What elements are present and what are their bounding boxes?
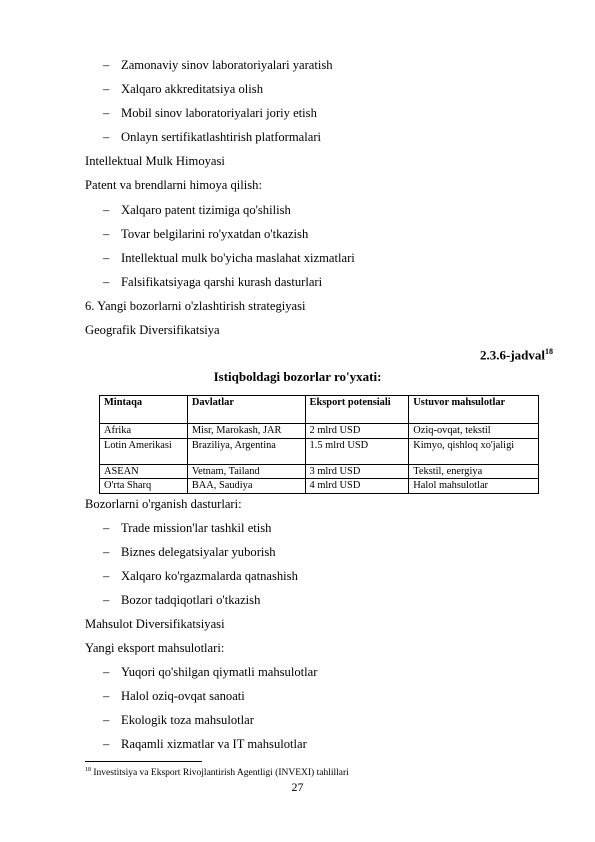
table-number-label: 2.3.6-jadval [480, 347, 545, 363]
paragraph-study-intro: Bozorlarni o'rganish dasturlari: [85, 497, 242, 511]
list-item: Xalqaro akkreditatsiya olish [121, 82, 263, 96]
list-item: Zamonaviy sinov laboratoriyalari yaratish [121, 58, 333, 72]
section-heading-ip: Intellektual Mulk Himoyasi [85, 154, 225, 168]
list-item: Bozor tadqiqotlari o'tkazish [121, 593, 261, 607]
bullet-dash: – [103, 58, 110, 72]
table-row [100, 464, 539, 479]
list-item: Yuqori qo'shilgan qiymatli mahsulotlar [121, 665, 318, 679]
list-item: Biznes delegatsiyalar yuborish [121, 545, 276, 559]
table-cell: BAA, Saudiya [187, 479, 305, 494]
list-item: Trade mission'lar tashkil etish [121, 521, 272, 535]
bullet-dash: – [103, 521, 110, 535]
markets-table [99, 395, 539, 494]
list-item: Raqamli xizmatlar va IT mahsulotlar [121, 737, 307, 751]
table-number [480, 347, 553, 363]
list-item: Onlayn sertifikatlashtirish platformalari [121, 130, 322, 144]
list-item: Falsifikatsiyaga qarshi kurash dasturlari [121, 275, 323, 289]
bullet-dash: – [103, 130, 110, 144]
section-heading-geo: Geografik Diversifikatsiya [85, 323, 220, 337]
bullet-dash: – [103, 593, 110, 607]
list-item: Xalqaro ko'rgazmalarda qatnashish [121, 569, 298, 583]
bullet-dash: – [103, 227, 110, 241]
table-cell: Braziliya, Argentina [187, 438, 305, 464]
table-header-row [100, 396, 539, 424]
list-item: Tovar belgilarini ro'yxatdan o'tkazish [121, 227, 309, 241]
bullet-dash: – [103, 569, 110, 583]
table-row [100, 438, 539, 464]
list-item: Xalqaro patent tizimiga qo'shilish [121, 203, 291, 217]
table-cell: Lotin Amerikasi [100, 438, 188, 464]
list-item: Ekologik toza mahsulotlar [121, 713, 254, 727]
table-cell: Misr, Marokash, JAR [187, 424, 305, 439]
bullet-dash: – [103, 545, 110, 559]
table-cell: Vetnam, Tailand [187, 464, 305, 479]
bullet-dash: – [103, 665, 110, 679]
table-cell: ASEAN [100, 464, 188, 479]
table-cell: Oziq-ovqat, tekstil [409, 424, 539, 439]
column-header: Davlatlar [187, 396, 305, 424]
table-cell: 3 mlrd USD [305, 464, 409, 479]
table-cell: 2 mlrd USD [305, 424, 409, 439]
page-number: 27 [291, 780, 304, 794]
bullet-dash: – [103, 203, 110, 217]
list-item: Halol oziq-ovqat sanoati [121, 689, 245, 703]
table-cell: Tekstil, energiya [409, 464, 539, 479]
section-heading-strategy: 6. Yangi bozorlarni o'zlashtirish strategiyasi [85, 299, 306, 313]
bullet-dash: – [103, 251, 110, 265]
bullet-dash: – [103, 275, 110, 289]
paragraph-ip-intro: Patent va brendlarni himoya qilish: [85, 178, 262, 192]
table-row [100, 479, 539, 494]
column-header: Eksport potensiali [305, 396, 409, 424]
table-cell: Halol mahsulotlar [409, 479, 539, 494]
section-heading-product: Mahsulot Diversifikatsiyasi [85, 617, 225, 631]
paragraph-product-intro: Yangi eksport mahsulotlari: [85, 641, 225, 655]
list-item: Mobil sinov laboratoriyalari joriy etish [121, 106, 317, 120]
column-header: Mintaqa [100, 396, 188, 424]
bullet-dash: – [103, 106, 110, 120]
footnote [85, 765, 349, 779]
footnote-text: Investitsiya va Eksport Rivojlantirish Agentligi (INVEXI) tahlillari [91, 768, 349, 779]
table-cell: 1.5 mlrd USD [305, 438, 409, 464]
column-header: Ustuvor mahsulotlar [409, 396, 539, 424]
bullet-dash: – [103, 737, 110, 751]
bullet-dash: – [103, 689, 110, 703]
bullet-dash: – [103, 713, 110, 727]
footnote-divider [85, 761, 202, 762]
bullet-dash: – [103, 82, 110, 96]
table-cell: 4 mlrd USD [305, 479, 409, 494]
table-cell: O'rta Sharq [100, 479, 188, 494]
table-cell: Afrika [100, 424, 188, 439]
table-title: Istiqboldagi bozorlar ro'yxati: [213, 369, 382, 384]
list-item: Intellektual mulk bo'yicha maslahat xizmatlari [121, 251, 355, 265]
footnote-ref: 18 [545, 347, 553, 356]
table-row [100, 424, 539, 439]
table-cell: Kimyo, qishloq xo'jaligi [409, 438, 539, 464]
footnote-number: 18 [85, 767, 91, 773]
